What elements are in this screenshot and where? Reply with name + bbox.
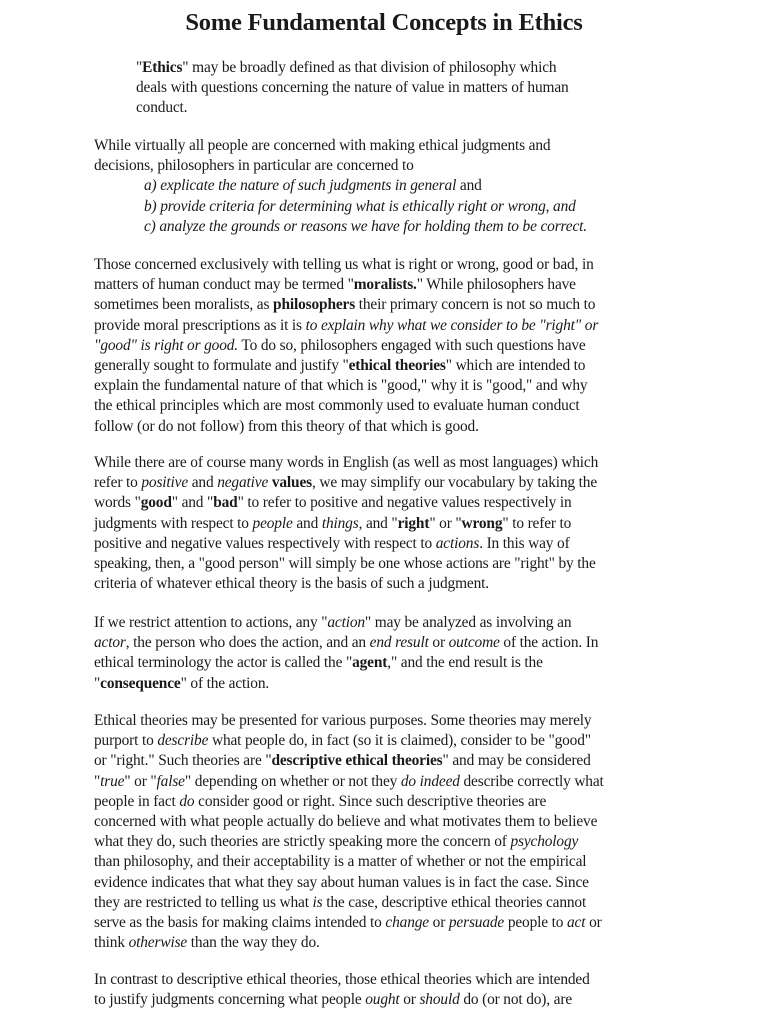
page-title: Some Fundamental Concepts in Ethics	[185, 9, 583, 36]
text-line: matters of human conduct may be termed "moralists." While philosophers have	[94, 276, 576, 294]
text-line: positive and negative values respectively with respect to actions. In this way of	[94, 534, 570, 552]
italic-text: people	[252, 514, 293, 532]
bold-term: descriptive ethical theories	[271, 752, 443, 770]
italic-text: should	[419, 991, 460, 1009]
text-line: refer to positive and negative values, we may simplify our vocabulary by taking the	[94, 474, 598, 492]
bold-term: ethical theories	[348, 357, 446, 375]
italic-text: a) explicate the nature of such judgments in general	[144, 177, 457, 195]
text-line: Ethical theories may be presented for various purposes. Some theories may merely	[94, 712, 592, 729]
italic-text: false	[156, 772, 185, 790]
italic-text: change	[385, 914, 429, 932]
italic-text: and	[553, 197, 576, 215]
text-line: If we restrict attention to actions, any "action" may be analyzed as involving an	[94, 614, 572, 631]
text-line: provide moral prescriptions as it is to explain why what we consider to be "right" or	[94, 316, 599, 334]
italic-text: do indeed	[400, 772, 460, 790]
italic-text: actions	[435, 534, 480, 552]
italic-text: positive	[141, 474, 189, 492]
text-line: what they do, such theories are strictly speaking more the concern of psychology	[94, 833, 579, 851]
text-line: "consequence" of the action.	[94, 674, 270, 692]
bold-term: bad	[213, 494, 238, 512]
text-line: "Ethics" may be broadly defined as that division of philosophy which	[136, 59, 557, 76]
italic-text: end result	[369, 634, 429, 652]
text-line: "good" is right or good. To do so, philosophers engaged with such questions have	[94, 336, 586, 354]
italic-text: b) provide criteria for determining what is ethically right or wrong	[144, 197, 546, 215]
text-line: criteria of whatever ethical theory is the basis of such a judgment.	[94, 575, 489, 593]
bold-term: good	[140, 494, 172, 512]
italic-text: to explain why what we consider to be "right" or	[305, 316, 599, 334]
text-line: While virtually all people are concerned with making ethical judgments and	[94, 137, 551, 154]
bold-term: moralists.	[353, 276, 417, 294]
text-line: explain the fundamental nature of that which is "good," why it is "good," and why	[94, 377, 588, 395]
italic-text: c) analyze the grounds or reasons we have for holding them to be correct.	[144, 217, 587, 235]
intro-paragraph	[136, 58, 569, 119]
text-line: the ethical principles which are most commonly used to evaluate human conduct	[94, 397, 580, 415]
paragraph-values	[94, 453, 598, 594]
paragraph-normative-intro	[94, 970, 590, 1010]
italic-text: true	[100, 772, 125, 790]
text-line: decisions, philosophers in particular are concerned to	[94, 157, 414, 175]
text-line: deals with questions concerning the nature of value in matters of human	[136, 79, 569, 97]
italic-text: is	[312, 893, 323, 911]
italic-text: otherwise	[128, 934, 188, 952]
paragraph-philosophers-concerns	[94, 136, 587, 237]
text-line: While there are of course many words in English (as well as most languages) which	[94, 454, 599, 471]
bold-term: consequence	[100, 674, 181, 692]
bold-term: agent	[352, 654, 388, 672]
text-line: to justify judgments concerning what people ought or should do (or not do), are	[94, 991, 573, 1009]
text-line: people in fact do consider good or right. Since such descriptive theories are	[94, 792, 547, 810]
italic-text: act	[567, 914, 586, 932]
bold-term: wrong	[461, 514, 503, 532]
italic-text: do	[179, 792, 195, 810]
text-line: Those concerned exclusively with telling us what is right or wrong, good or bad, in	[94, 256, 594, 273]
text-line: purport to describe what people do, in fact (so it is claimed), consider to be "good"	[94, 732, 591, 750]
text-line: sometimes been moralists, as philosophers their primary concern is not so much to	[94, 296, 596, 314]
bold-term: Ethics	[142, 59, 183, 76]
italic-text: ought	[365, 991, 400, 1009]
text-line: or "right." Such theories are "descriptive ethical theories" and may be considered	[94, 752, 591, 770]
text-line: serve as the basis for making claims intended to change or persuade people to act or	[94, 914, 602, 932]
text-line: b) provide criteria for determining what is ethically right or wrong, and	[144, 197, 576, 215]
italic-text: things	[321, 514, 359, 532]
bold-term: right	[397, 514, 430, 532]
text-line: they are restricted to telling us what is the case, descriptive ethical theories cannot	[94, 893, 587, 911]
text-line: than philosophy, and their acceptability is a matter of whether or not the empirical	[94, 853, 587, 871]
italic-text: actor	[94, 634, 126, 652]
italic-text: outcome	[448, 634, 500, 652]
bold-term: values	[271, 474, 312, 492]
italic-text: action	[327, 614, 365, 631]
italic-text: negative	[217, 474, 269, 492]
text-line: "true" or "false" depending on whether or not they do indeed describe correctly what	[94, 772, 604, 790]
text-line: speaking, then, a "good person" will simply be one whose actions are "right" by the	[94, 555, 596, 573]
italic-text: "good" is right or good.	[94, 336, 239, 354]
paragraph-actions	[94, 613, 598, 694]
bold-term: philosophers	[273, 296, 356, 314]
paragraph-moralists	[94, 255, 598, 437]
italic-text: describe	[157, 732, 209, 750]
italic-text: persuade	[448, 914, 505, 932]
paragraph-descriptive-theories	[94, 711, 604, 953]
text-line: follow (or do not follow) from this theory of that which is good.	[94, 417, 479, 435]
italic-text: psychology	[510, 833, 579, 851]
text-line	[94, 217, 587, 237]
text-line: actor, the person who does the action, and an end result or outcome of the action. In	[94, 634, 599, 652]
text-line: concerned with what people actually do believe and what motivates them to believe	[94, 813, 598, 831]
text-line: ethical terminology the actor is called the "agent," and the end result is the	[94, 654, 543, 672]
text-line: judgments with respect to people and things, and "right" or "wrong" to refer to	[94, 514, 572, 532]
text-line: words "good" and "bad" to refer to positive and negative values respectively in	[94, 494, 572, 512]
text-line: a) explicate the nature of such judgments in general and	[144, 177, 482, 195]
text-line: In contrast to descriptive ethical theories, those ethical theories which are intended	[94, 971, 590, 988]
text-line: conduct.	[136, 99, 188, 117]
text-line: think otherwise than the way they do.	[94, 934, 320, 952]
text-line: evidence indicates that what they say about human values is in fact the case. Since	[94, 873, 589, 891]
text-line: generally sought to formulate and justify "ethical theories" which are intended to	[94, 357, 586, 375]
